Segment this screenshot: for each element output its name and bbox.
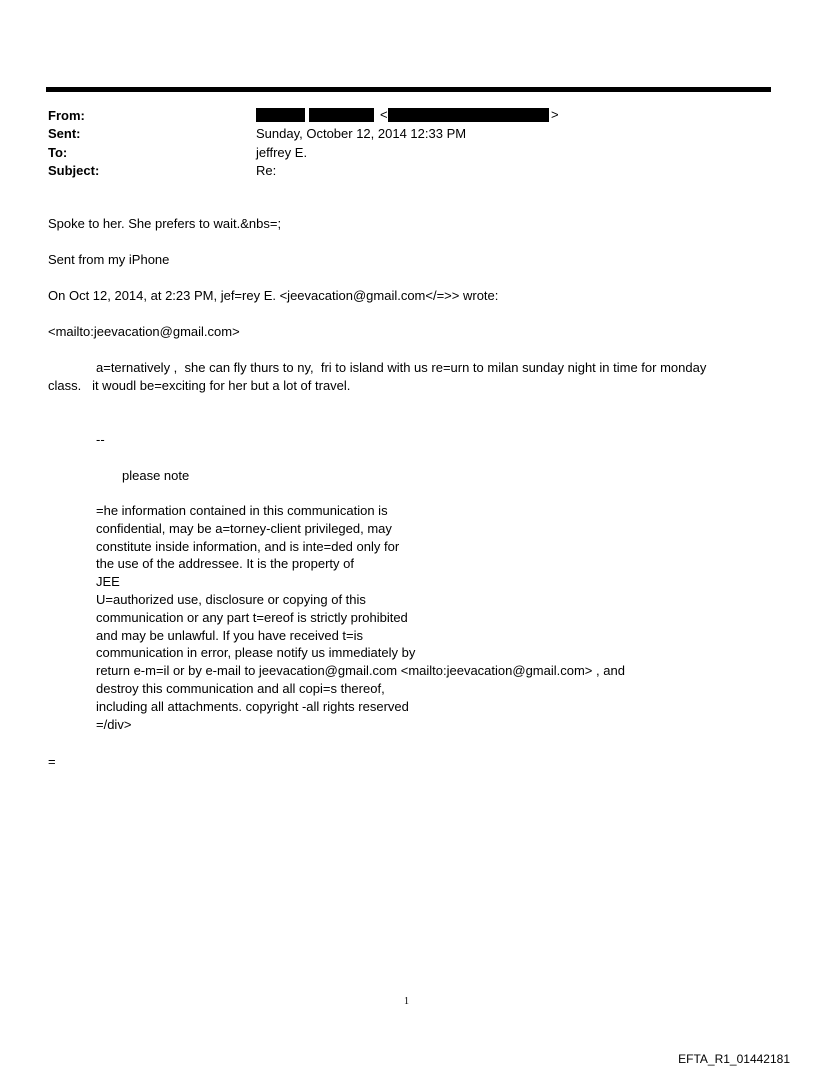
from-label: From: bbox=[48, 108, 85, 123]
sent-label: Sent: bbox=[48, 126, 81, 141]
signature-separator: -- bbox=[96, 432, 105, 447]
redacted-sender-email bbox=[388, 108, 549, 122]
body-line-mailto: <mailto:jeevacation@gmail.com> bbox=[48, 324, 240, 339]
disclaimer-line: =/div> bbox=[96, 716, 132, 732]
body-line-reply: Spoke to her. She prefers to wait.&nbs=; bbox=[48, 216, 282, 231]
body-line-signature: Sent from my iPhone bbox=[48, 252, 170, 267]
disclaimer-line: JEE bbox=[96, 574, 120, 590]
to-value: jeffrey E. bbox=[256, 145, 308, 160]
subject-label: Subject: bbox=[48, 163, 100, 178]
redacted-sender-last-name bbox=[309, 108, 374, 122]
to-label: To: bbox=[48, 145, 68, 160]
disclaimer-line: the use of the addressee. It is the property of bbox=[96, 556, 354, 572]
quoted-paragraph-line-2: class. it woudl be=exciting for her but a lot of travel. bbox=[48, 378, 351, 393]
disclaimer-line: including all attachments. copyright -all rights reserved bbox=[96, 698, 409, 714]
disclaimer-line: destroy this communication and all copi=s thereof, bbox=[96, 680, 385, 696]
disclaimer-line: return e-m=il or by e-mail to jeevacation@gmail.com <mailto:jeevacation@gmail.com> , and bbox=[96, 663, 625, 679]
disclaimer-line: communication or any part t=ereof is strictly prohibited bbox=[96, 609, 408, 625]
disclaimer-line: =he information contained in this communication is bbox=[96, 503, 388, 518]
disclaimer-line: confidential, may be a=torney-client privileged, may bbox=[96, 520, 392, 536]
redacted-sender-first-name bbox=[256, 108, 305, 122]
from-angle-close: > bbox=[551, 107, 559, 122]
trailing-equals: = bbox=[48, 754, 56, 769]
page-number: 1 bbox=[404, 996, 409, 1007]
document-id: EFTA_R1_01442181 bbox=[678, 1052, 790, 1066]
disclaimer-line: and may be unlawful. If you have received t=is bbox=[96, 627, 364, 643]
disclaimer-line: U=authorized use, disclosure or copying of this bbox=[96, 591, 366, 607]
quoted-paragraph-line-1: a=ternatively , she can fly thurs to ny, fri to island with us re=urn to milan sunday night in time for monday bbox=[96, 360, 707, 375]
header-rule bbox=[46, 87, 771, 92]
disclaimer-line: constitute inside information, and is inte=ded only for bbox=[96, 538, 400, 554]
please-note-heading: please note bbox=[122, 468, 190, 483]
body-line-quote-header: On Oct 12, 2014, at 2:23 PM, jef=rey E. <jeevacation@gmail.com</=>> wrote: bbox=[48, 288, 499, 303]
disclaimer-line: communication in error, please notify us immediately by bbox=[96, 645, 416, 661]
sent-value: Sunday, October 12, 2014 12:33 PM bbox=[256, 126, 467, 141]
subject-value: Re: bbox=[256, 163, 277, 178]
from-angle-open: < bbox=[380, 107, 388, 122]
confidentiality-disclaimer bbox=[96, 502, 625, 733]
